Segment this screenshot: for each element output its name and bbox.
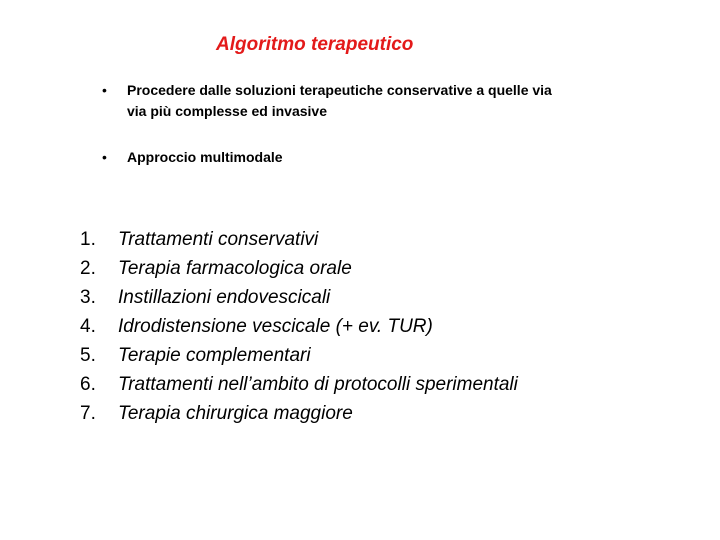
principle-text: Approccio multimodale — [127, 149, 283, 165]
therapy-step — [80, 399, 518, 428]
bullet-icon: • — [102, 149, 107, 165]
therapy-step — [80, 341, 518, 370]
step-label: Trattamenti conservativi — [118, 229, 319, 250]
step-number: 2. — [80, 258, 96, 279]
therapy-step — [80, 312, 518, 341]
step-number: 4. — [80, 316, 96, 337]
step-label: Terapia farmacologica orale — [118, 258, 352, 279]
therapy-step — [80, 370, 518, 399]
therapy-step — [80, 283, 518, 312]
step-label: Terapie complementari — [118, 345, 311, 366]
step-number: 7. — [80, 403, 96, 424]
step-number: 3. — [80, 287, 96, 308]
principle-item — [100, 147, 560, 168]
therapy-step — [80, 254, 518, 283]
bullet-icon: • — [102, 82, 107, 98]
principle-item — [100, 80, 560, 122]
step-number: 6. — [80, 374, 96, 395]
page-title: Algoritmo terapeutico — [216, 34, 414, 55]
step-number: 5. — [80, 345, 96, 366]
step-label: Terapia chirurgica maggiore — [118, 403, 353, 424]
principles-list — [100, 80, 560, 168]
step-label: Trattamenti nell’ambito di protocolli sperimentali — [118, 374, 518, 395]
therapy-step — [80, 225, 518, 254]
step-label: Instillazioni endovescicali — [118, 287, 331, 308]
step-number: 1. — [80, 229, 96, 250]
principle-text: Procedere dalle soluzioni terapeutiche conservative a quelle via via più complesse ed invasive — [127, 82, 552, 119]
therapy-steps-list — [80, 225, 518, 428]
step-label: Idrodistensione vescicale (+ ev. TUR) — [118, 316, 433, 337]
